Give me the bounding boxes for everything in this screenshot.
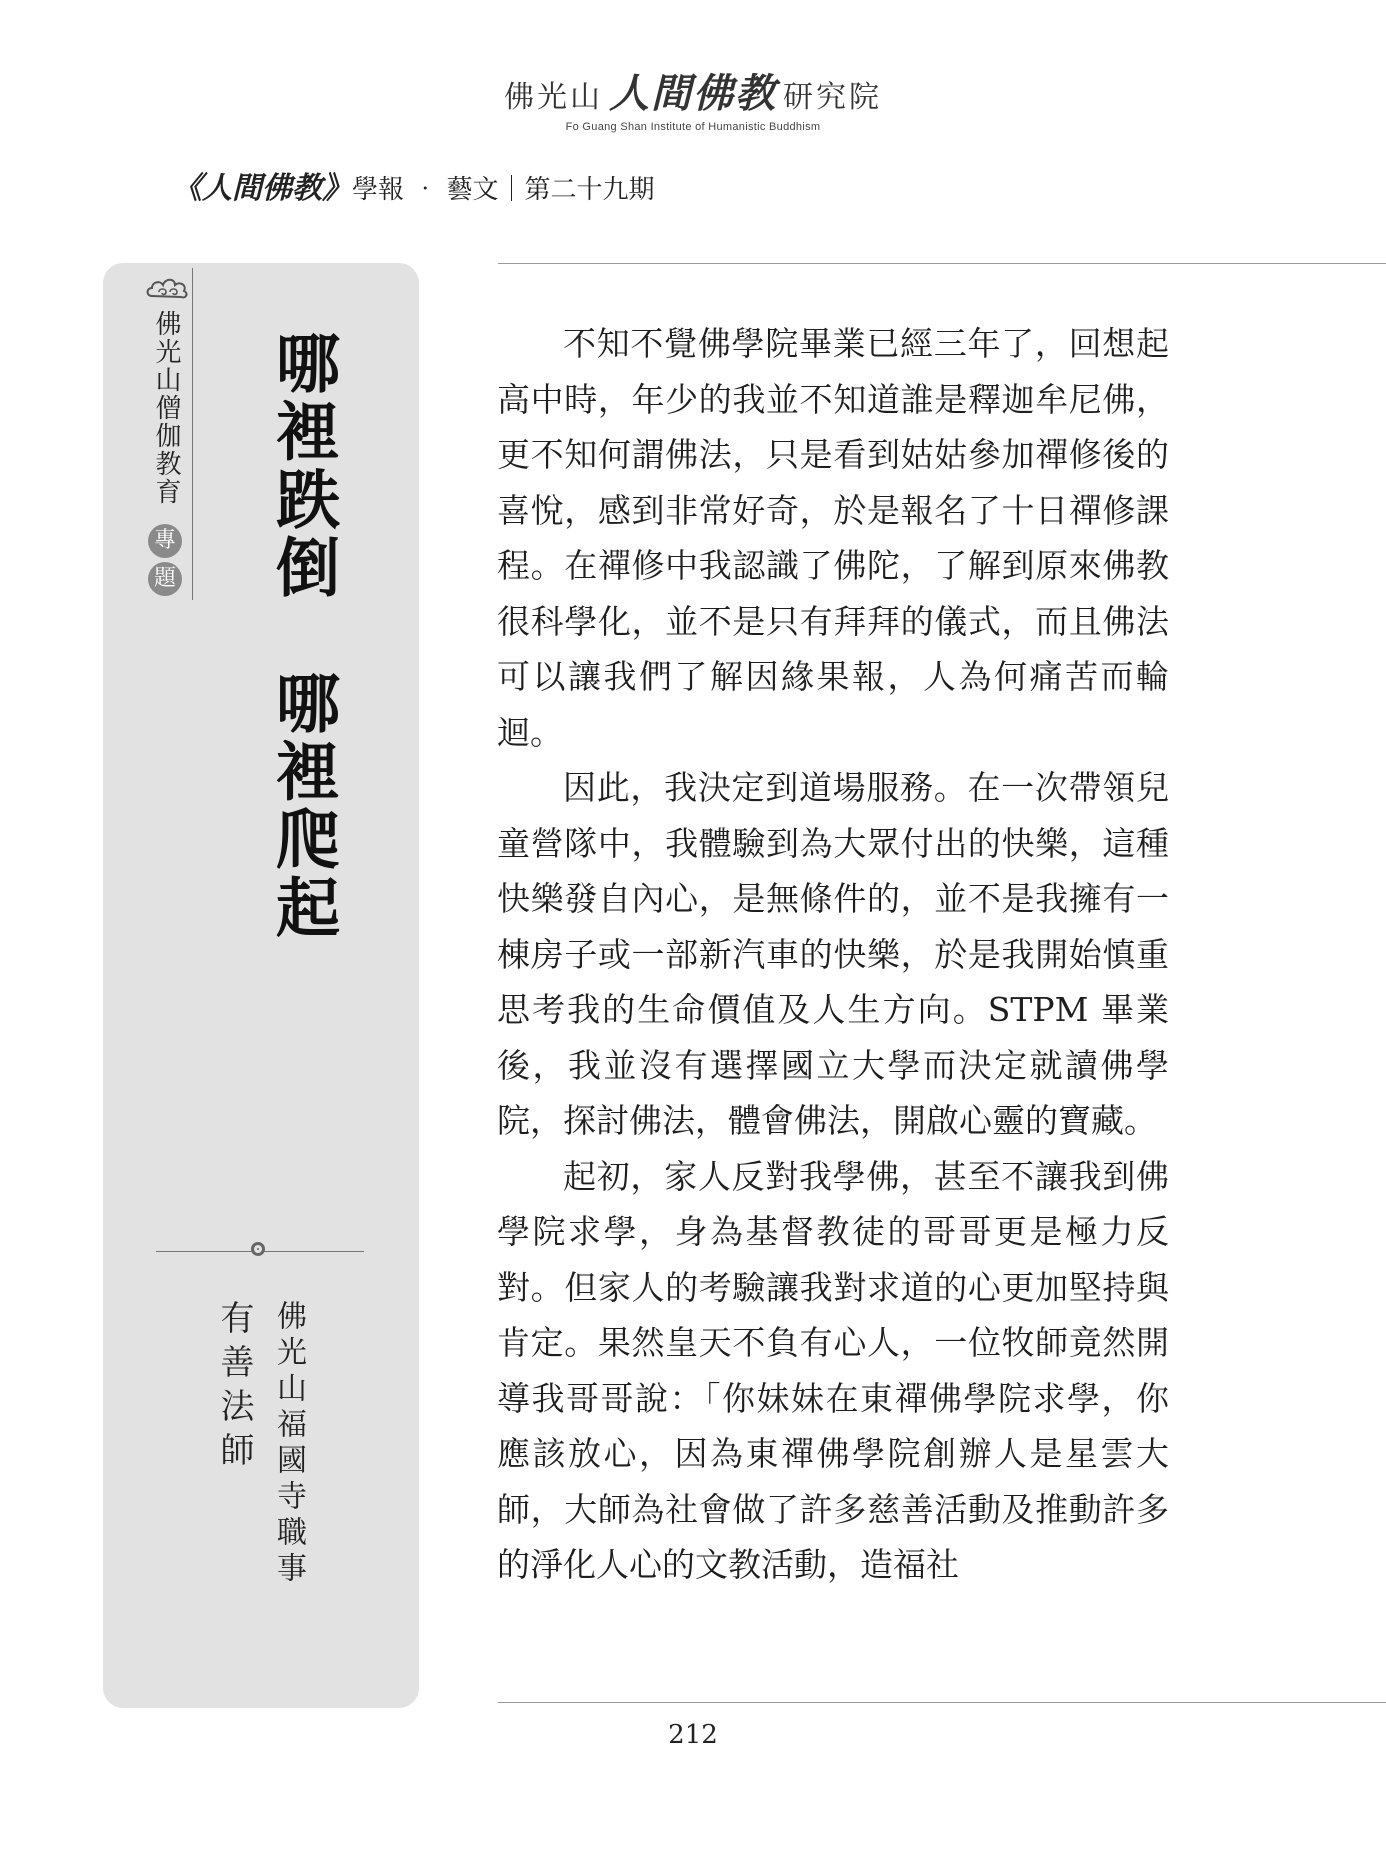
institute-header — [0, 62, 1386, 133]
special-topic-badges — [148, 524, 184, 600]
author-affiliation: 佛光山福國寺職事 — [271, 1300, 306, 1588]
top-rule — [498, 263, 1386, 264]
author-name: 有善法師 — [214, 1300, 254, 1476]
section-label: 佛光山僧伽教育 — [151, 310, 181, 506]
badge-ti: 題 — [148, 562, 182, 596]
badge-zhuan: 專 — [148, 524, 182, 558]
body-paragraph: 不知不覺佛學院畢業已經三年了，回想起高中時，年少的我並不知道誰是釋迦牟尼佛，更不知何謂佛法，只是看到姑姑參加禪修後的喜悅，感到非常好奇，於是報名了十日禪修課程。在禪修中我認識了佛陀，了解到原來佛教很科學化，並不是只有拜拜的儀式，而且佛法可以讓我們了解因緣果報，人為何痛苦而輪迴。 — [497, 324, 1169, 752]
journal-issue: 學報 ‧ 藝文｜第二十九期 — [352, 175, 655, 205]
divider-ornament-icon — [251, 1242, 265, 1256]
article-body — [497, 316, 1169, 1593]
sidebar-vertical-line — [192, 268, 193, 600]
journal-running-head — [172, 163, 655, 207]
page-number-text: 212 — [668, 1720, 718, 1750]
article-title: 哪裡跌倒 哪裡爬起 — [265, 330, 340, 942]
bottom-rule — [498, 1702, 1386, 1703]
institute-english-name: Fo Guang Shan Institute of Humanistic Buddhism — [565, 121, 821, 133]
body-paragraph: 起初，家人反對我學佛，甚至不讓我到佛學院求學，身為基督教徒的哥哥更是極力反對。但家人的考驗讓我對求道的心更加堅持與肯定。果然皇天不負有心人，一位牧師竟然開導我哥哥說：「你妹妹在東禪佛學院求學，你應該放心，因為東禪佛學院創辦人是星雲大師，大師為社會做了許多慈善活動及推動許多的淨化人心的文教活動，造福社 — [497, 1156, 1169, 1584]
journal-name: 《人間佛教》 — [172, 171, 352, 206]
institute-name — [0, 62, 1386, 119]
page-number — [0, 1720, 1386, 1750]
institute-prefix: 佛光山 — [504, 80, 603, 115]
body-paragraph: 因此，我決定到道場服務。在一次帶領兒童營隊中，我體驗到為大眾付出的快樂，這種快樂發自內心，是無條件的，並不是我擁有一棟房子或一部新汽車的快樂，於是我開始慎重思考我的生命價值及人生方向。STPM 畢業後，我並沒有選擇國立大學而決定就讀佛學院，探討佛法，體會佛法，開啟心靈的寶藏。 — [497, 768, 1169, 1140]
auspicious-cloud-icon — [144, 272, 190, 302]
institute-suffix: 研究院 — [783, 80, 882, 115]
institute-brand: 人間佛教 — [609, 70, 777, 117]
